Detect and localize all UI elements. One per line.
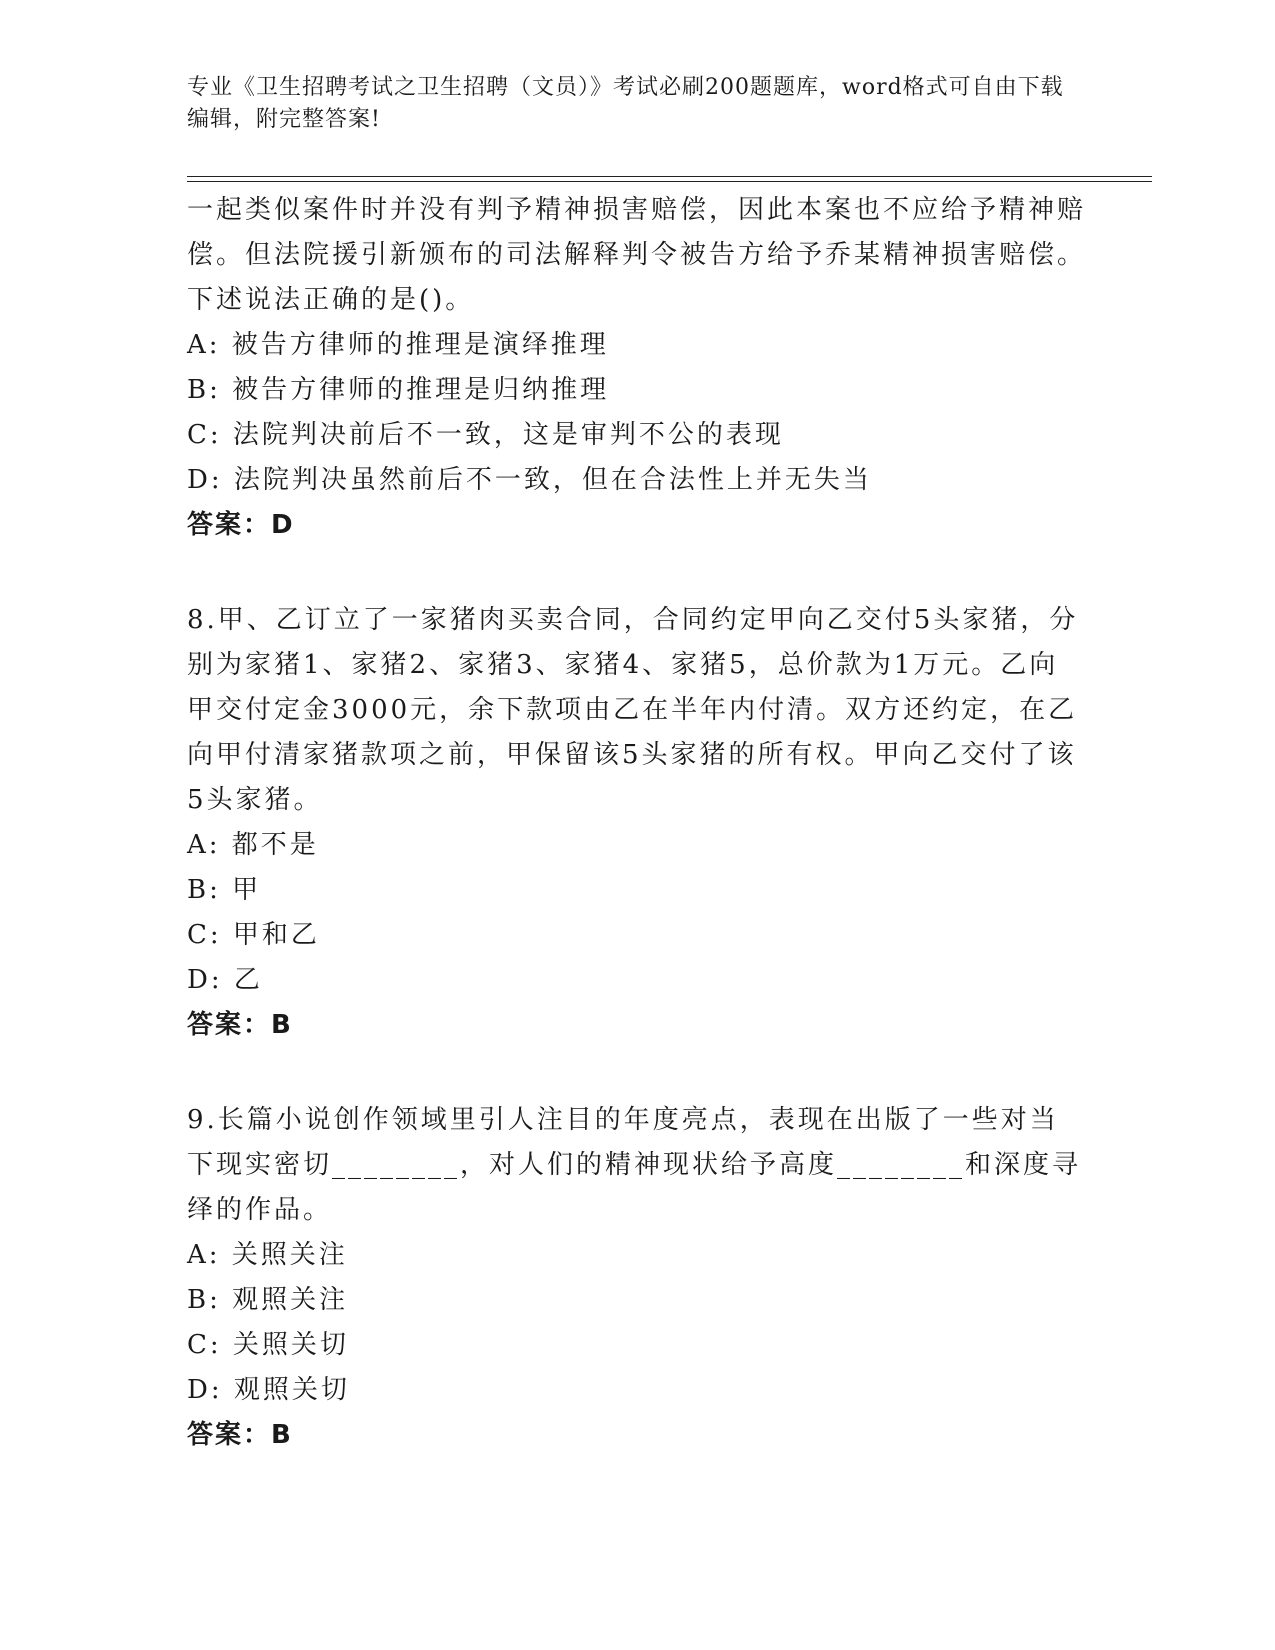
option-a: A: 被告方律师的推理是演绎推理 bbox=[187, 330, 609, 360]
option-d: D: 乙 bbox=[187, 965, 263, 995]
question-spacer bbox=[187, 1048, 1087, 1098]
option-b: B: 甲 bbox=[187, 875, 262, 905]
question-spacer bbox=[187, 548, 1087, 598]
answer-line: 答案：B bbox=[187, 1420, 293, 1450]
option-a: A: 关照关注 bbox=[187, 1240, 348, 1270]
answer-line: 答案：D bbox=[187, 510, 295, 540]
option-b: B: 观照关注 bbox=[187, 1285, 349, 1315]
option-d: D: 观照关切 bbox=[187, 1375, 350, 1405]
header-divider-bottom bbox=[187, 181, 1152, 182]
question-stem: 一起类似案件时并没有判予精神损害赔偿，因此本案也不应给予精神赔偿。但法院援引新颁布的司法解释判令被告方给予乔某精神损害赔偿。下述说法正确的是()。 bbox=[187, 195, 1087, 315]
answer-line: 答案：B bbox=[187, 1010, 293, 1040]
question-item bbox=[187, 1098, 1087, 1458]
option-c: C: 法院判决前后不一致，这是审判不公的表现 bbox=[187, 420, 784, 450]
option-b: B: 被告方律师的推理是归纳推理 bbox=[187, 375, 610, 405]
header-divider-top bbox=[187, 176, 1152, 177]
question-item bbox=[187, 188, 1087, 548]
option-c: C: 甲和乙 bbox=[187, 920, 320, 950]
question-list bbox=[187, 188, 1087, 1458]
question-stem: 9.长篇小说创作领域里引人注目的年度亮点，表现在出版了一些对当下现实密切________，对人们的精神现状给予高度________和深度寻绎的作品。 bbox=[187, 1105, 1082, 1225]
option-d: D: 法院判决虽然前后不一致，但在合法性上并无失当 bbox=[187, 465, 872, 495]
question-item bbox=[187, 598, 1087, 1048]
document-header: 专业《卫生招聘考试之卫生招聘（文员）》考试必刷200题题库，word格式可自由下载编辑，附完整答案! bbox=[187, 75, 1064, 132]
option-c: C: 关照关切 bbox=[187, 1330, 349, 1360]
question-stem: 8.甲、乙订立了一家猪肉买卖合同，合同约定甲向乙交付5头家猪，分别为家猪1、家猪2、家猪3、家猪4、家猪5，总价款为1万元。乙向甲交付定金3000元，余下款项由乙在半年内付清。双方还约定，在乙向甲付清家猪款项之前，甲保留该5头家猪的所有权。甲向乙交付了该5头家猪。 bbox=[187, 605, 1079, 815]
option-a: A: 都不是 bbox=[187, 830, 319, 860]
